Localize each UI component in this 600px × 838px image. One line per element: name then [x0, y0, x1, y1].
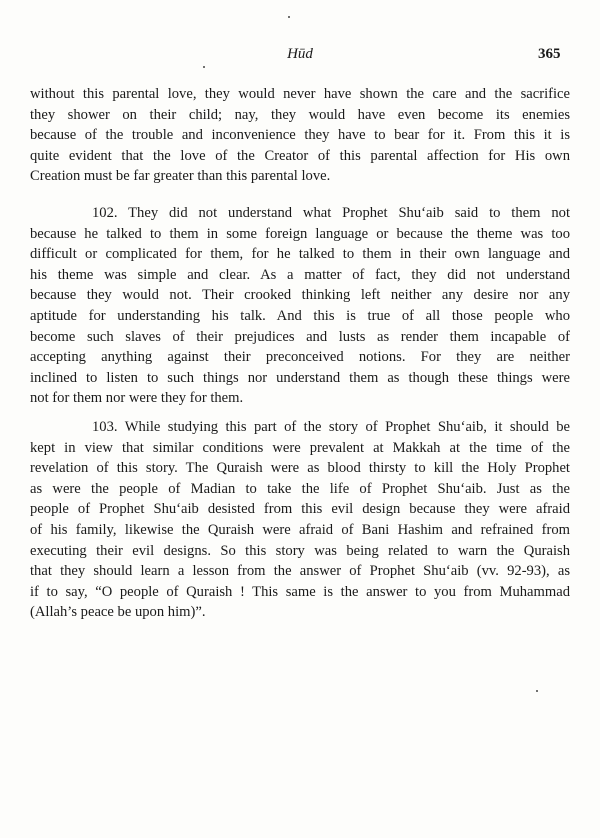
text-line: if to say, “O people of Quraish ! This same is the answer to you from Muhammad — [30, 583, 570, 600]
page-number: 365 — [538, 46, 561, 62]
text-line: Creation must be far greater than this parental love. — [30, 168, 331, 185]
text-line: as were the people of Madian to take the life of Prophet Shu‘aib. Just as the — [30, 480, 570, 497]
text-line: inclined to listen to such things nor understand them as though these things were — [30, 369, 570, 386]
text-line: accepting anything against their preconceived notions. For they are neither — [30, 349, 570, 366]
scan-speck — [203, 66, 205, 68]
text-line: his theme was simple and clear. As a matter of fact, they did not understand — [30, 266, 570, 283]
text-line: because of the trouble and inconvenience they have to bear for it. From this it is — [30, 127, 570, 144]
paragraph-continuation — [30, 84, 570, 187]
text-line: (Allah’s peace be upon him)”. — [30, 604, 206, 621]
text-line: revelation of this story. The Quraish were as blood thirsty to kill the Holy Prophet — [30, 460, 570, 477]
paragraph-note-103 — [30, 417, 570, 623]
text-line: because he talked to them in some foreign language or because the theme was too — [30, 225, 570, 242]
text-line: of his family, likewise the Quraish were afraid of Bani Hashim and refrained from — [30, 521, 570, 538]
text-line: difficult or complicated for them, for he talked to them in their own language and — [30, 246, 570, 263]
text-line: without this parental love, they would never have shown the care and the sacrifice — [30, 86, 570, 102]
text-line: aptitude for understanding his talk. And this is true of all those people who — [30, 307, 570, 324]
text-line: they shower on their child; nay, they would have even become its enemies — [30, 106, 570, 123]
scan-speck — [288, 16, 290, 18]
text-line: 103. While studying this part of the story of Prophet Shu‘aib, it should be — [92, 419, 570, 435]
scan-speck — [536, 690, 538, 692]
text-line: executing their evil designs. So this story was being related to warn the Quraish — [30, 542, 570, 559]
text-line: because they would not. Their crooked thinking left neither any desire nor any — [30, 287, 570, 304]
text-line: not for them nor were they for them. — [30, 390, 244, 407]
text-line: people of Prophet Shu‘aib desisted from this evil design because they were afraid — [30, 501, 570, 518]
text-line: that they should learn a lesson from the answer of Prophet Shu‘aib (vv. 92-93), as — [30, 563, 570, 580]
paragraph-note-102 — [30, 203, 570, 409]
text-line: 102. They did not understand what Prophet Shu‘aib said to them not — [92, 205, 570, 221]
text-line: become such slaves of their prejudices and lusts as render them incapable of — [30, 328, 570, 345]
running-header-title: Hūd — [287, 46, 313, 62]
text-line: quite evident that the love of the Creator of this parental affection for His own — [30, 147, 570, 164]
text-line: kept in view that similar conditions were prevalent at Makkah at the time of the — [30, 439, 570, 456]
